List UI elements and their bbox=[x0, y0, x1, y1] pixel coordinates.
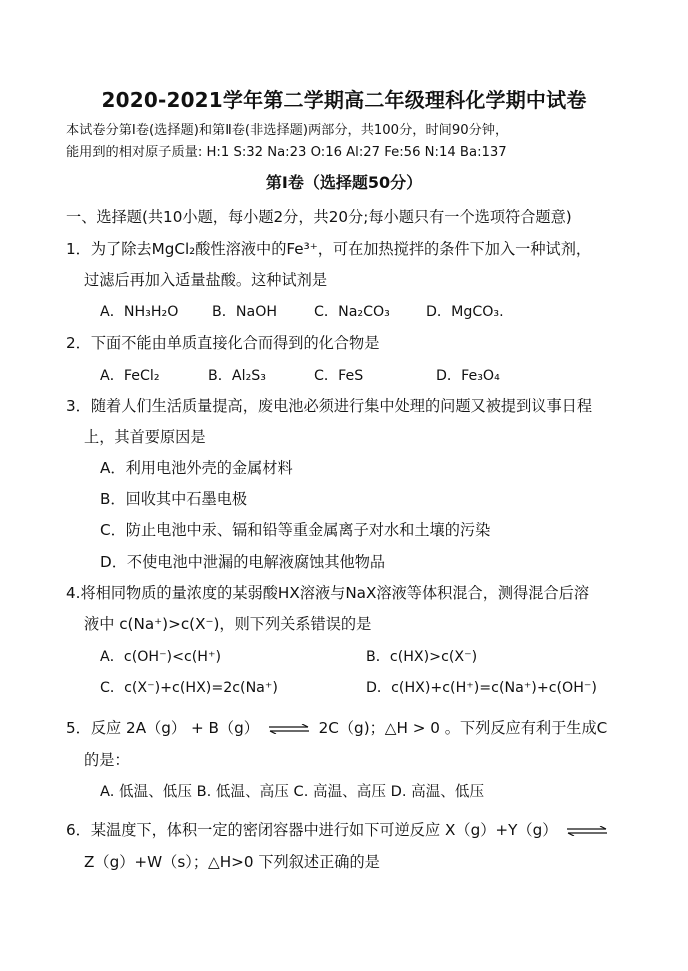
q6-line-2: Z（g）+W（s）；△H>0 下列叙述正确的是 bbox=[84, 853, 380, 871]
q2-option-a: A．FeCl₂ bbox=[100, 368, 160, 384]
q4-option-a: A．c(OH⁻)<c(H⁺) bbox=[100, 649, 222, 665]
q1-option-d: D．MgCO₃. bbox=[426, 304, 504, 320]
q5-line-2: 的是： bbox=[84, 751, 130, 769]
q5-line-1 bbox=[66, 717, 607, 738]
q3-line-2: 上，其首要原因是 bbox=[84, 428, 206, 446]
q3-option-d: D．不使电池中泄漏的电解液腐蚀其他物品 bbox=[100, 553, 386, 571]
q4-option-b: B．c(HX)>c(X⁻) bbox=[366, 649, 478, 665]
q2-option-b: B．Al₂S₃ bbox=[208, 368, 266, 384]
q1-line-1: 1．为了除去MgCl₂酸性溶液中的Fe³⁺，可在加热搅拌的条件下加入一种试剂， bbox=[66, 240, 592, 258]
q5-text-left: 5．反应 2A（g） + B（g） bbox=[66, 719, 259, 737]
part-heading: 一、选择题(共10小题，每小题2分，共20分;每小题只有一个选项符合题意) bbox=[66, 208, 572, 226]
q4-option-d: D．c(HX)+c(H⁺)=c(Na⁺)+c(OH⁻) bbox=[366, 680, 597, 696]
q1-option-a: A．NH₃H₂O bbox=[100, 304, 179, 320]
q4-option-c: C．c(X⁻)+c(HX)=2c(Na⁺) bbox=[100, 680, 278, 696]
q5-text-right: 2C（g)；△H > 0 。下列反应有利于生成C bbox=[318, 719, 608, 737]
q1-option-c: C．Na₂CO₃ bbox=[314, 304, 390, 320]
exam-note-line-1: 本试卷分第Ⅰ卷(选择题)和第Ⅱ卷(非选择题)两部分，共100分，时间90分钟， bbox=[66, 123, 509, 138]
q5-options: A. 低温、低压 B. 低温、高压 C. 高温、高压 D. 高温、低压 bbox=[100, 783, 485, 800]
q2-option-d: D．Fe₃O₄ bbox=[436, 368, 500, 384]
q3-option-c: C．防止电池中汞、镉和铅等重金属离子对水和土壤的污染 bbox=[100, 521, 491, 539]
exam-title: 2020-2021学年第二学期高二年级理科化学期中试卷 bbox=[101, 88, 587, 112]
section-title: 第Ⅰ卷（选择题50分） bbox=[265, 173, 423, 192]
q1-option-b: B．NaOH bbox=[212, 304, 278, 320]
q6-text: 6．某温度下，体积一定的密闭容器中进行如下可逆反应 X（g）+Y（g） bbox=[66, 821, 558, 839]
equilibrium-arrow-icon bbox=[566, 826, 608, 836]
q3-option-a: A．利用电池外壳的金属材料 bbox=[100, 459, 293, 477]
q1-line-2: 过滤后再加入适量盐酸。这种试剂是 bbox=[84, 271, 327, 289]
exam-note-line-2: 能用到的相对原子质量: H:1 S:32 Na:23 O:16 Al:27 Fe:56 N:14 Ba:137 bbox=[66, 145, 507, 160]
q3-line-1: 3．随着人们生活质量提高，废电池必须进行集中处理的问题又被提到议事日程 bbox=[66, 397, 593, 415]
equilibrium-arrow-icon bbox=[268, 724, 310, 734]
q4-line-2: 液中 c(Na⁺)>c(X⁻)，则下列关系错误的是 bbox=[84, 615, 372, 633]
q2-line-1: 2．下面不能由单质直接化合而得到的化合物是 bbox=[66, 334, 380, 352]
q6-line-1 bbox=[66, 819, 612, 840]
q3-option-b: B．回收其中石墨电极 bbox=[100, 490, 248, 508]
q4-line-1: 4.将相同物质的量浓度的某弱酸HX溶液与NaX溶液等体积混合，测得混合后溶 bbox=[66, 584, 590, 602]
q2-option-c: C．FeS bbox=[314, 368, 364, 384]
